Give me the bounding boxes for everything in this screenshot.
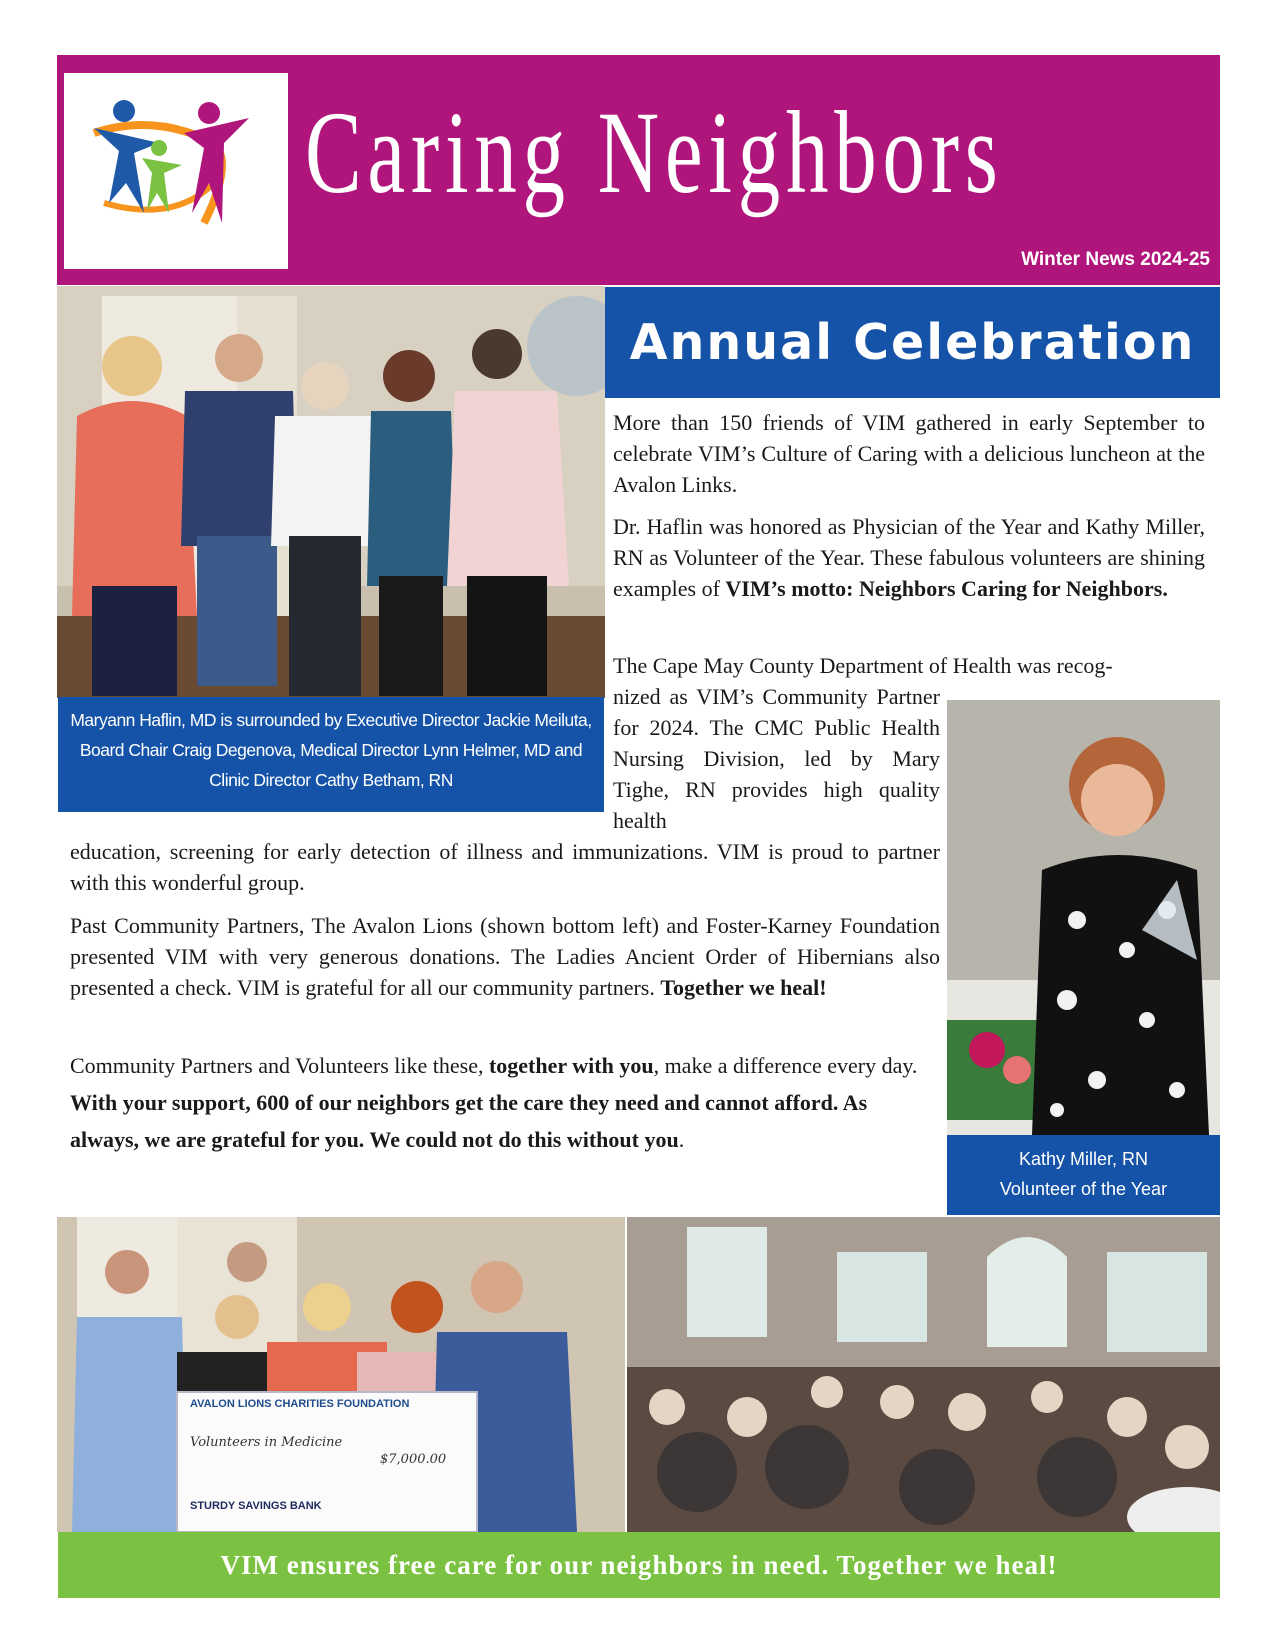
paragraph-gathering: More than 150 friends of VIM gathered in early September to celebrate VIM’s Culture of Caring with a delicious luncheon at the Avalon Links.	[613, 410, 1205, 497]
photo-caption-kathy	[947, 1135, 1220, 1215]
edition-label: Winter News 2024-25	[1021, 249, 1210, 270]
paragraph-honorees-text: Dr. Haflin was honored as Physician of the Year and Kathy Miller, RN as Volunteer of the Year. These fabulous volunteers are shining examples of	[613, 514, 1205, 601]
masthead-title: Caring Neighbors	[305, 87, 1004, 218]
photo-avalon-lions-check	[57, 1217, 625, 1532]
photo-caption-honorees: Maryann Haflin, MD is surrounded by Executive Director Jackie Meiluta, Board Chair Craig Degenova, Medical Director Lynn Helmer, MD and Clinic Director Cathy Betham, RN	[58, 697, 604, 812]
support-text-c: , make a difference every day.	[653, 1053, 918, 1078]
photo-group-honorees	[57, 286, 605, 698]
paragraph-health-dept-line1: The Cape May County Department of Health was recog-	[613, 653, 1113, 678]
paragraph-past-partners-text: Past Community Partners, The Avalon Lions (shown bottom left) and Foster-Karney Foundation presented VIM with very generous donations. The Ladies Ancient Order of Hibernians also presented a check. VIM is grateful for all our community partners.	[70, 913, 940, 1000]
logo	[64, 73, 288, 269]
check-amount: $7,000.00	[380, 1452, 447, 1467]
check-foundation: AVALON LIONS CHARITIES FOUNDATION	[190, 1398, 410, 1410]
caption-kathy-title: Volunteer of the Year	[999, 1179, 1168, 1199]
check-payee: Volunteers in Medicine	[190, 1435, 343, 1450]
together-we-heal: Together we heal!	[660, 975, 827, 1000]
support-text-e: .	[678, 1127, 685, 1152]
photo-luncheon	[627, 1217, 1220, 1532]
check-bank: STURDY SAVINGS BANK	[190, 1500, 322, 1512]
footer-tagline: VIM ensures free care for our neighbors in need. Together we heal!	[220, 1550, 1058, 1580]
paragraph-support	[70, 1047, 920, 1158]
support-text-a: Community Partners and Volunteers like these,	[70, 1053, 489, 1078]
three-people-logo-icon	[64, 73, 288, 269]
support-bold-b: together with you	[488, 1053, 654, 1078]
support-bold-d: With your support, 600 of our neighbors get the care they need and cannot afford. As always, we are grateful for you. We could not do this without you	[70, 1090, 868, 1152]
paragraph-health-dept-column: nized as VIM’s Community Partner for 2024. The CMC Public Health Nursing Division, led by Mary Tighe, RN provides high quality health	[613, 684, 940, 833]
vim-motto: VIM’s motto: Neighbors Caring for Neighbors.	[725, 576, 1168, 601]
caption-kathy-name: Kathy Miller, RN	[1018, 1149, 1149, 1169]
photo-kathy-miller	[947, 700, 1220, 1135]
paragraph-past-partners	[70, 910, 940, 1003]
paragraph-health-dept-continued: education, screening for early detection of illness and immunizations. VIM is proud to partner with this wonderful group.	[70, 839, 940, 895]
paragraph-honorees	[613, 511, 1205, 604]
article-headline: Annual Celebration	[629, 314, 1196, 371]
